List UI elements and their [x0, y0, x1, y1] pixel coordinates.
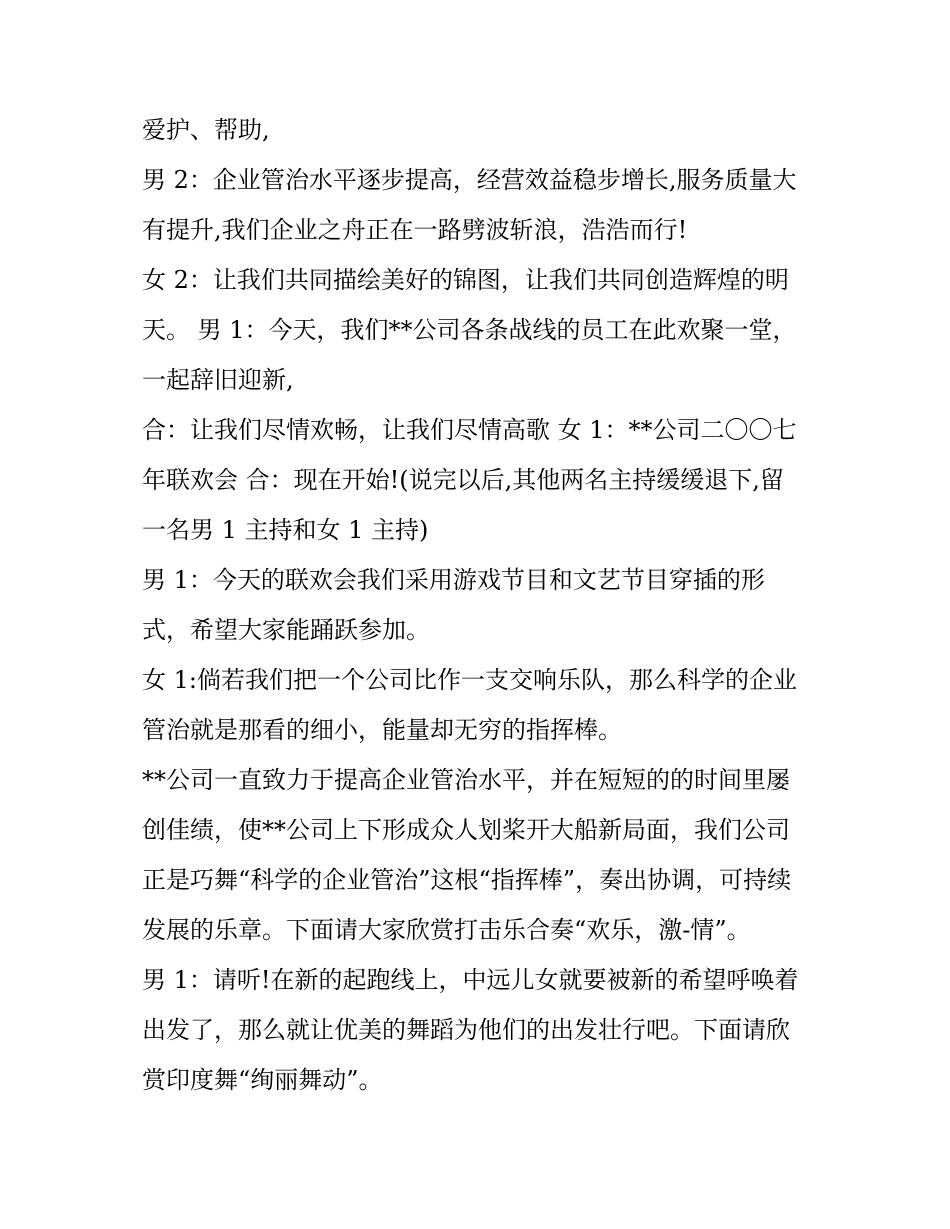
- text-line: 管治就是那看的细小，能量却无穷的指挥棒。: [142, 716, 622, 744]
- text-line: 男 1：今天的联欢会我们采用游戏节目和文艺节目穿插的形: [142, 566, 765, 594]
- text-line: **公司一直致力于提高企业管治水平，并在短短的的时间里屡: [142, 766, 790, 794]
- text-line: 合：让我们尽情欢畅，让我们尽情高歌 女 1：**公司二〇〇七: [142, 416, 797, 444]
- text-line: 发展的乐章。下面请大家欣赏打击乐合奏“欢乐，激-情”。: [142, 916, 751, 944]
- text-line: 创佳绩，使**公司上下形成众人划桨开大船新局面，我们公司: [142, 816, 790, 844]
- text-line: 女 2：让我们共同描绘美好的锦图，让我们共同创造辉煌的明: [142, 266, 789, 294]
- text-line: 有提升,我们企业之舟正在一路劈波斩浪，浩浩而行!: [142, 216, 688, 244]
- text-line: 一起辞旧迎新,: [142, 366, 294, 394]
- text-line: 一名男 1 主持和女 1 主持): [142, 516, 429, 544]
- text-line: 天。 男 1：今天，我们**公司各条战线的员工在此欢聚一堂，: [142, 316, 797, 344]
- text-line: 爱护、帮助,: [142, 116, 270, 144]
- text-line: 男 2：企业管治水平逐步提高，经营效益稳步增长,服务质量大: [142, 166, 797, 194]
- text-line: 式，希望大家能踊跃参加。: [142, 616, 430, 644]
- text-line: 男 1：请听!在新的起跑线上，中远儿女就要被新的希望呼唤着: [142, 966, 799, 994]
- text-line: 出发了，那么就让优美的舞蹈为他们的出发壮行吧。下面请欣: [142, 1016, 790, 1044]
- text-line: 女 1:倘若我们把一个公司比作一支交响乐队，那么科学的企业: [142, 666, 797, 694]
- text-line: 赏印度舞“绚丽舞动”。: [142, 1066, 383, 1094]
- text-line: 正是巧舞“科学的企业管治”这根“指挥棒”，奏出协调，可持续: [142, 866, 792, 894]
- text-line: 年联欢会 合：现在开始!(说完以后,其他两名主持缓缓退下,留: [142, 466, 784, 494]
